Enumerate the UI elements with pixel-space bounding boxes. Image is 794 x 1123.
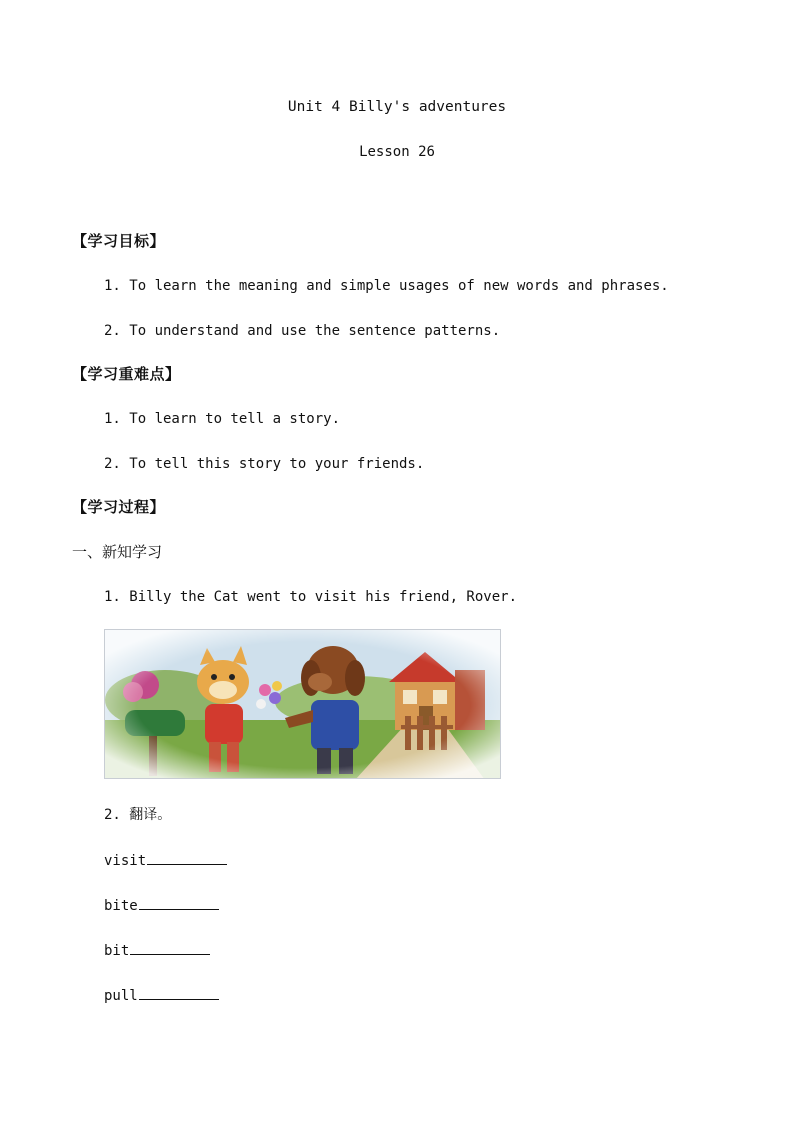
vocab-row-pull — [104, 986, 219, 1005]
billy-and-rover-picture — [105, 630, 501, 779]
section-heading-objectives: 【学习目标】 — [72, 232, 166, 250]
objective-item-1: 1. To learn the meaning and simple usages of new words and phrases. — [104, 278, 669, 294]
key-point-item-1: 1. To learn to tell a story. — [104, 411, 341, 427]
page-title: Unit 4 Billy's adventures — [287, 99, 507, 115]
answer-blank[interactable] — [130, 941, 210, 955]
story-illustration — [104, 629, 501, 779]
vocab-word: visit — [104, 853, 147, 869]
vocab-word: pull — [104, 988, 138, 1004]
lesson-number: Lesson 26 — [359, 144, 435, 160]
process-item-2: 2. 翻译。 — [104, 807, 172, 823]
process-item-1: 1. Billy the Cat went to visit his friend, Rover. — [104, 589, 518, 605]
answer-blank[interactable] — [147, 851, 227, 865]
vocab-word: bit — [104, 943, 130, 959]
section-heading-key-points: 【学习重难点】 — [72, 365, 181, 383]
answer-blank[interactable] — [139, 896, 219, 910]
objective-item-2: 2. To understand and use the sentence patterns. — [104, 323, 501, 339]
vocab-word: bite — [104, 898, 138, 914]
vocab-row-bite — [104, 896, 219, 915]
vocab-row-visit — [104, 851, 227, 870]
key-point-item-2: 2. To tell this story to your friends. — [104, 456, 425, 472]
answer-blank[interactable] — [139, 986, 219, 1000]
vocab-row-bit — [104, 941, 210, 960]
process-subheading: 一、新知学习 — [72, 543, 163, 561]
section-heading-process: 【学习过程】 — [72, 498, 166, 516]
